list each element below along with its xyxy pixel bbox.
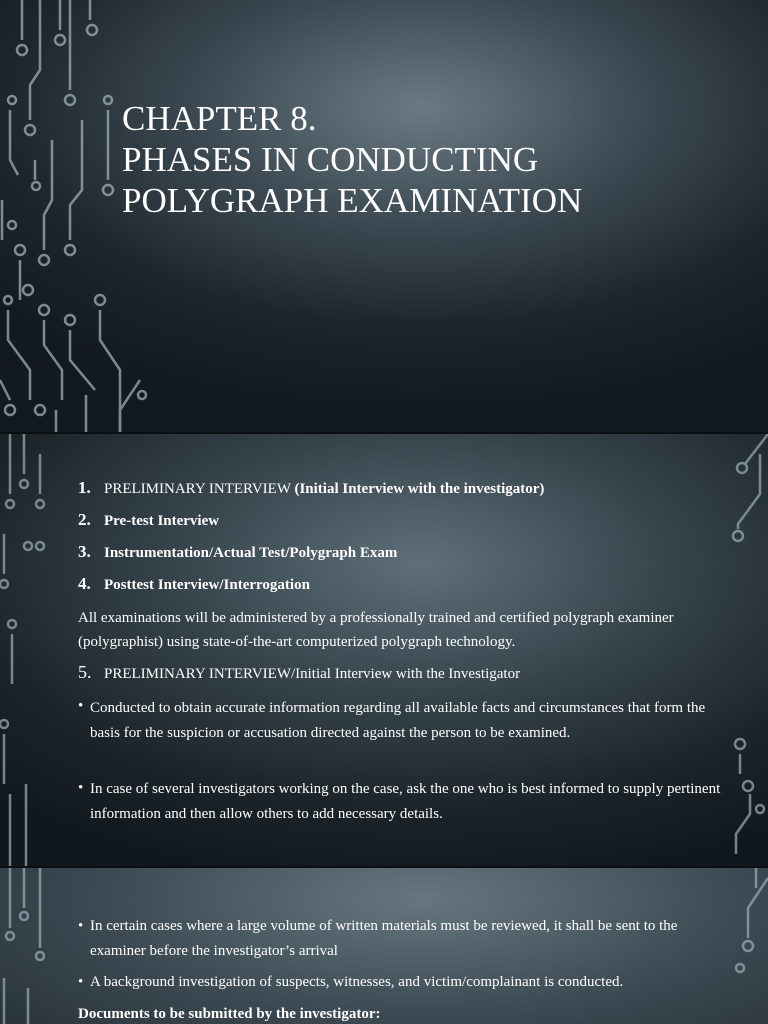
list-number-1: 1. (78, 478, 91, 497)
bullet-symbol: • (78, 974, 84, 990)
slide-title-text (122, 98, 582, 221)
list-item-1-extra: (Initial Interview with the investigator) (294, 481, 545, 497)
list-number-3: 3. (78, 542, 91, 561)
documents-heading: Documents to be submitted by the investigator: (78, 1006, 381, 1022)
bullet-symbol: • (78, 918, 84, 934)
bullet-text-4: A background investigation of suspects, witnesses, and victim/complainant is conducted. (90, 974, 624, 990)
list-number-2: 2. (78, 510, 91, 529)
list-number-5: 5. (78, 662, 92, 682)
slide-title (0, 0, 768, 432)
title-line-2: PHASES IN CONDUCTING (122, 140, 539, 179)
title-line-1: CHAPTER 8. (122, 99, 317, 138)
list-item-1 (104, 481, 544, 498)
list-item-2: Pre-test Interview (104, 513, 220, 529)
title-line-3: POLYGRAPH EXAMINATION (122, 181, 583, 220)
bullet-symbol: • (78, 780, 84, 796)
list-item-3: Instrumentation/Actual Test/Polygraph Exam (104, 545, 398, 561)
list-item-1-text: PRELIMINARY INTERVIEW (104, 481, 291, 497)
slide-documents (0, 868, 768, 1024)
slide-phases (0, 434, 768, 866)
bullet-text-2: In case of several investigators working on the case, ask the one who is best informed to supply pertinent information and then allow others to add necessary details. (90, 781, 721, 822)
list-number-4: 4. (78, 574, 91, 593)
list-item-5: PRELIMINARY INTERVIEW/Initial Interview with the Investigator (104, 666, 521, 682)
bullet-symbol: • (78, 698, 84, 714)
list-item-4: Posttest Interview/Interrogation (104, 577, 310, 593)
bullet-text-3: In certain cases where a large volume of written materials must be reviewed, it shall be sent to the examiner before the investigator’s arrival (90, 918, 678, 959)
intro-paragraph: All examinations will be administered by a professionally trained and certified polygraph examiner (polygraphist) using state-of-the-art computerized polygraph technology. (78, 610, 674, 650)
bullet-text-1: Conducted to obtain accurate information regarding all available facts and circumstances that form the basis for the suspicion or accusation directed against the person to be examined. (90, 700, 706, 741)
